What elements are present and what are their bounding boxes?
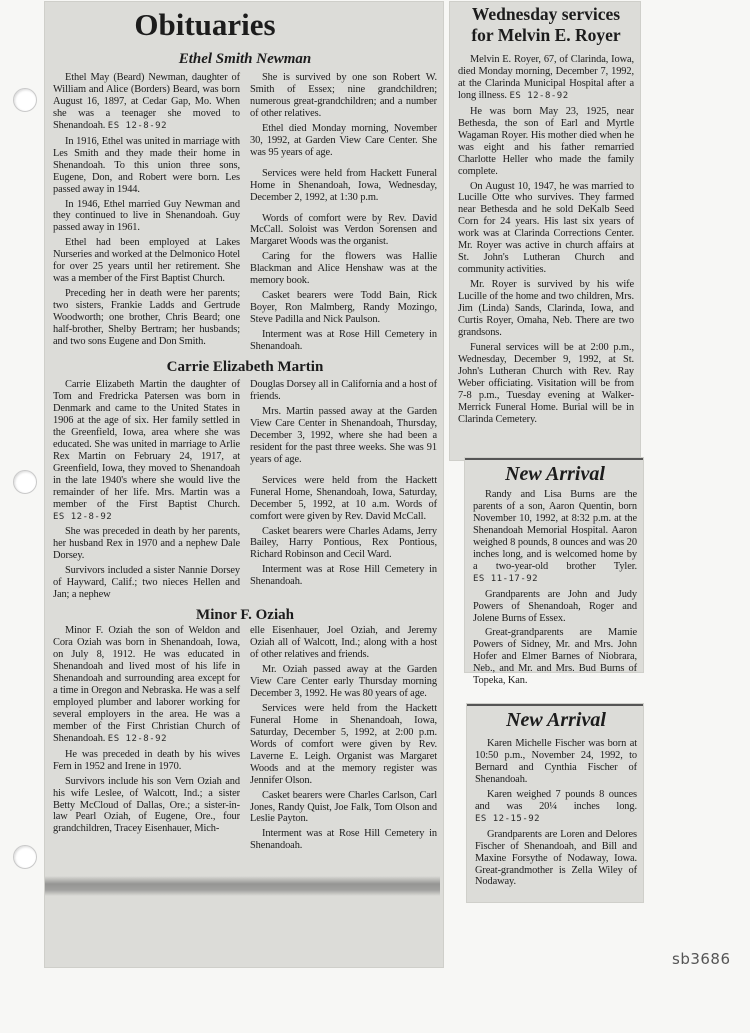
paragraph-text: Survivors include his son Vern Oziah and his wife Leslee, of Walcott, Ind.; a sister Betty McCloud of Dallas, Ore.; a sister-in-law Pearl Oziah, of Eugene, Ore., four grandchildren, Tracey Eisenhauer, Mich- xyxy=(53,775,240,835)
obituary-name: Carrie Elizabeth Martin xyxy=(166,359,324,376)
paragraph-text: In 1946, Ethel married Guy Newman and they continued to live in Shenandoah. Guy passed away in 1961. xyxy=(53,198,240,234)
headline-line-1: Wednesday services xyxy=(471,4,621,24)
paragraph xyxy=(250,168,437,204)
paragraph xyxy=(458,342,634,426)
paragraph xyxy=(250,213,437,249)
obituary-oziah xyxy=(53,625,437,855)
paragraph xyxy=(53,379,240,523)
paragraph-text: Grandparents are Loren and Delores Fischer of Shenandoah, and Bill and Maxine Forsythe of Nodaway, Iowa. Great-grandmother is Zella Wiley of Nodaway. xyxy=(475,828,637,888)
handwritten-date-note: ES 11-17-92 xyxy=(473,573,539,584)
paragraph-text: Mr. Royer is survived by his wife Lucille of the home and two children, Mrs. Jim (Linda) Sands, Clarinda, Iowa, and Curtis Royer, Omaha, Neb. There are two grandsons. xyxy=(458,279,634,338)
paragraph xyxy=(250,790,437,826)
paragraph-text: Melvin E. Royer, 67, of Clarinda, Iowa, died Monday morning, December 7, 1992, at the Clarinda Municipal Hospital after a long illness. xyxy=(458,54,634,101)
paragraph xyxy=(53,288,240,348)
paragraph-text: Interment was at Rose Hill Cemetery in Shenandoah. xyxy=(250,564,437,588)
handwritten-date-note: ES 12-8-92 xyxy=(509,90,569,101)
handwritten-date-note: ES 12-15-92 xyxy=(475,813,541,824)
handwritten-date-note: ES 12-8-92 xyxy=(53,511,113,522)
paragraph xyxy=(458,279,634,339)
paragraph xyxy=(458,54,634,103)
paragraph-text: She is survived by one son Robert W. Smith of Essex; nine grandchildren; numerous great-grandchildren; and a number of other relatives. xyxy=(250,72,437,119)
paragraph xyxy=(458,106,634,178)
paragraph-text: Ethel died Monday morning, November 30, 1992, at Garden View Care Center. She was 95 years of age. xyxy=(250,122,437,158)
paragraph-text: Casket bearers were Charles Carlson, Carl Jones, Randy Quist, Joe Falk, Tom Olson and Leslie Payton. xyxy=(250,789,437,825)
obituary-column xyxy=(53,379,240,604)
royer-headline xyxy=(458,4,634,46)
obituary-column xyxy=(53,625,240,855)
paragraph-text: He was preceded in death by his wives Fern in 1952 and Irene in 1970. xyxy=(53,748,240,772)
paragraph xyxy=(53,526,240,562)
paragraph-text: Randy and Lisa Burns are the parents of a son, Aaron Quentin, born November 10, 1992, at 8:32 p.m. at the Shenandoah Memorial Hospital. Aaron weighed 8 pounds, 8 ounces and was 20 inches long, and is welcomed home by a two-year-old brother Tyler. xyxy=(473,489,637,572)
royer-clipping xyxy=(450,2,640,460)
paragraph-text: Karen weighed 7 pounds 8 ounces and was 20¼ inches long. xyxy=(475,788,637,812)
paragraph xyxy=(458,181,634,277)
obituary-martin xyxy=(53,379,437,604)
obituary-name: Ethel Smith Newman xyxy=(178,51,312,67)
paragraph-text: Casket bearers were Todd Bain, Rick Boyer, Ron Malmberg, Randy Mozingo, Steve Padilla and Nick Paulson. xyxy=(250,290,437,326)
paragraph-text: Words of comfort were by Rev. David McCall. Soloist was Verdon Sorensen and Margaret Woods was the organist. xyxy=(250,212,437,248)
paragraph xyxy=(250,703,437,787)
paragraph-text: Services were held from the Hackett Funeral Home, Shenandoah, Iowa, Saturday, December 5, 1992, at 10 a.m. Words of comfort were given by Rev. David McCall. xyxy=(250,474,437,522)
new-arrival-headline: New Arrival xyxy=(505,463,605,485)
paragraph-text: Preceding her in death were her parents; two sisters, Frankie Ladds and Gertrude Woodworth; one brother, Chris Beard; one half-brother, Shelby Bertram; her husbands; and two sons Eugene and Don Smith. xyxy=(53,288,240,348)
paragraph-text: Services were held from the Hackett Funeral Home in Shenandoah, Iowa, Saturday, December 5, 1992, at 2:00 p.m. Words of comfort were given by Rev. Laverne E. Leigh. Organist was Margaret Woods and at the memory register was Jennifer Olson. xyxy=(250,702,437,786)
paragraph-text: Douglas Dorsey all in California and a host of friends. xyxy=(250,379,438,402)
handwritten-date-note: ES 12-8-92 xyxy=(107,733,167,744)
royer-body xyxy=(458,54,634,426)
obituary-column xyxy=(250,625,437,855)
paragraph xyxy=(250,664,437,700)
paragraph xyxy=(250,123,437,159)
paragraph xyxy=(250,475,437,523)
paragraph xyxy=(53,237,240,285)
paragraph-text: Casket bearers were Charles Adams, Jerry Bailey, Harry Pontious, Rex Pontious, Richard Robinson and Cecil Ward. xyxy=(250,525,437,561)
paragraph xyxy=(250,526,437,562)
paragraph xyxy=(250,828,437,852)
binder-hole-1 xyxy=(13,88,37,112)
paragraph xyxy=(53,625,240,746)
paragraph-text: Mr. Oziah passed away at the Garden View Care Center early Thursday morning December 3, 1992. He was 80 years of age. xyxy=(250,664,437,699)
paragraph xyxy=(53,776,240,836)
paragraph xyxy=(250,251,437,287)
new-arrival-body xyxy=(475,738,637,888)
paragraph-text: Minor F. Oziah the son of Weldon and Cora Oziah was born in Shenandoah, Iowa, on July 8, 1912. He was educated in Shenandoah and lived most of his life in Shenandoah and surrounding area except for a time in Oregon and Nebraska. He was a self employed plumber and laborer working for several employers in the area. He was a member of the First Christian Church of Shenandoah. xyxy=(53,625,240,744)
new-arrival-body xyxy=(473,489,637,687)
paragraph-text: Great-grandparents are Mamie Powers of Sidney, Mr. and Mrs. John Hofer and Elmer Barnes of Niobrara, Neb., and Mr. and Mrs. Bud Burns of Topeka, Kan. xyxy=(473,627,637,687)
binder-hole-2 xyxy=(13,470,37,494)
paragraph xyxy=(250,329,437,353)
obituary-newman xyxy=(53,72,437,356)
paragraph-text: Ethel had been employed at Lakes Nurseries and worked at the Delmonico Hotel for over 25 years until her retirement. She was a member of the First Baptist Church. xyxy=(53,237,240,285)
paragraph-text: Survivors included a sister Nannie Dorsey of Hayward, Calif.; two nieces Hellen and Jan; a nephew xyxy=(53,565,240,601)
obituaries-banner: Obituaries xyxy=(134,7,276,42)
paragraph-text: Ethel May (Beard) Newman, daughter of William and Alice (Borders) Beard, was born August 16, 1897, at Cedar Gap, Mo. When she was a teenager she moved to Shenandoah. xyxy=(53,72,240,131)
paragraph xyxy=(473,627,637,687)
paragraph xyxy=(250,406,437,466)
new-arrival-clipping-2 xyxy=(467,704,643,902)
paragraph xyxy=(473,589,637,625)
paragraph xyxy=(53,749,240,773)
new-arrival-clipping-1 xyxy=(465,458,643,687)
paragraph-text: Interment was at Rose Hill Cemetery in Shenandoah. xyxy=(250,329,437,353)
obituary-column xyxy=(250,379,437,604)
paragraph xyxy=(250,625,437,661)
obituary-column xyxy=(250,72,437,356)
catalog-number: sb3686 xyxy=(672,950,731,968)
paragraph-text: Interment was at Rose Hill Cemetery in Shenandoah. xyxy=(250,828,437,852)
paragraph xyxy=(473,489,637,586)
obituary-column xyxy=(53,72,240,356)
paragraph-text: Carrie Elizabeth Martin the daughter of Tom and Fredricka Patersen was born in Denmark and came to the United States in 1906 at the age of six. Her family settled in the Greenfield, Iowa, area where she was educated. She was united in marriage to Arlie Rex Martin on February 24, 1917, at Greenfield, Iowa, they moved to Shenandoah in the late 1940's where she would live the remainder of her life. Mrs. Martin was a member of the First Baptist Church. xyxy=(53,379,240,510)
paragraph-text: elle Eisenhauer, Joel Oziah, and Jeremy Oziah all of Walcott, Ind.; along with a host of other relatives and friends. xyxy=(250,625,437,661)
paragraph xyxy=(250,564,437,588)
paragraph xyxy=(53,199,240,235)
new-arrival-headline: New Arrival xyxy=(506,709,606,731)
paragraph-text: Karen Michelle Fischer was born at 10:50 p.m., November 24, 1992, to Bernard and Cynthia Fischer of Shenandoah. xyxy=(475,738,637,785)
paragraph-text: Services were held from Hackett Funeral Home in Shenandoah, Iowa, Wednesday, December 2, 1992, at 1:30 p.m. xyxy=(250,167,437,203)
handwritten-date-note: ES 12-8-92 xyxy=(107,120,167,131)
paragraph xyxy=(250,379,437,403)
paragraph-text: Funeral services will be at 2:00 p.m., Wednesday, December 9, 1992, at St. John's Lutheran Church with Rev. Ray Weber officiating. Visitation will be from 7-8 p.m., Tuesday evening at Walker-Merrick Funeral Home. Burial will be in Clarinda Cemetery. xyxy=(458,341,634,425)
paragraph-text: Mrs. Martin passed away at the Garden View Care Center in Shenandoah, Thursday, December 3, 1992, where she had been a resident for the past three weeks. She was 91 years of age. xyxy=(250,405,437,465)
paragraph-text: On August 10, 1947, he was married to Lucille Otte who survives. They farmed near Bethesda and he sold DeKalb Seed Corn for 24 years. His last six years of work was at Clarinda Corrections Center. Mr. Royer was active in church affairs at St. John's Lutheran Church and community activities. xyxy=(458,180,634,276)
paragraph-text: In 1916, Ethel was united in marriage with Les Smith and they made their home in Shenandoah. To this union three sons, Eugene, Don, and Robert were born. Les passed away in 1944. xyxy=(53,135,240,195)
paragraph xyxy=(475,829,637,889)
paragraph xyxy=(475,789,637,826)
paragraph xyxy=(250,72,437,120)
paragraph-text: Grandparents are John and Judy Powers of Shenandoah, Roger and Jolene Burns of Essex. xyxy=(473,588,637,624)
paragraph-text: Caring for the flowers was Hallie Blackman and Alice Henshaw was at the memory book. xyxy=(250,251,437,287)
obituary-name: Minor F. Oziah xyxy=(196,607,294,624)
paragraph xyxy=(475,738,637,786)
binder-hole-3 xyxy=(13,845,37,869)
paragraph-text: She was preceded in death by her parents, her husband Rex in 1970 and a nephew Dale Dorsey. xyxy=(53,526,240,562)
paragraph xyxy=(250,290,437,326)
paragraph-text: He was born May 23, 1925, near Bethesda, the son of Earl and Myrtle Wagaman Royer. His mother died when he was eight and his father remarried Charlotte Heller who made the family complete. xyxy=(458,105,634,177)
paragraph xyxy=(53,72,240,133)
paragraph xyxy=(53,136,240,196)
obituaries-clipping xyxy=(45,2,443,967)
headline-line-2: for Melvin E. Royer xyxy=(471,25,621,45)
paragraph xyxy=(53,565,240,601)
